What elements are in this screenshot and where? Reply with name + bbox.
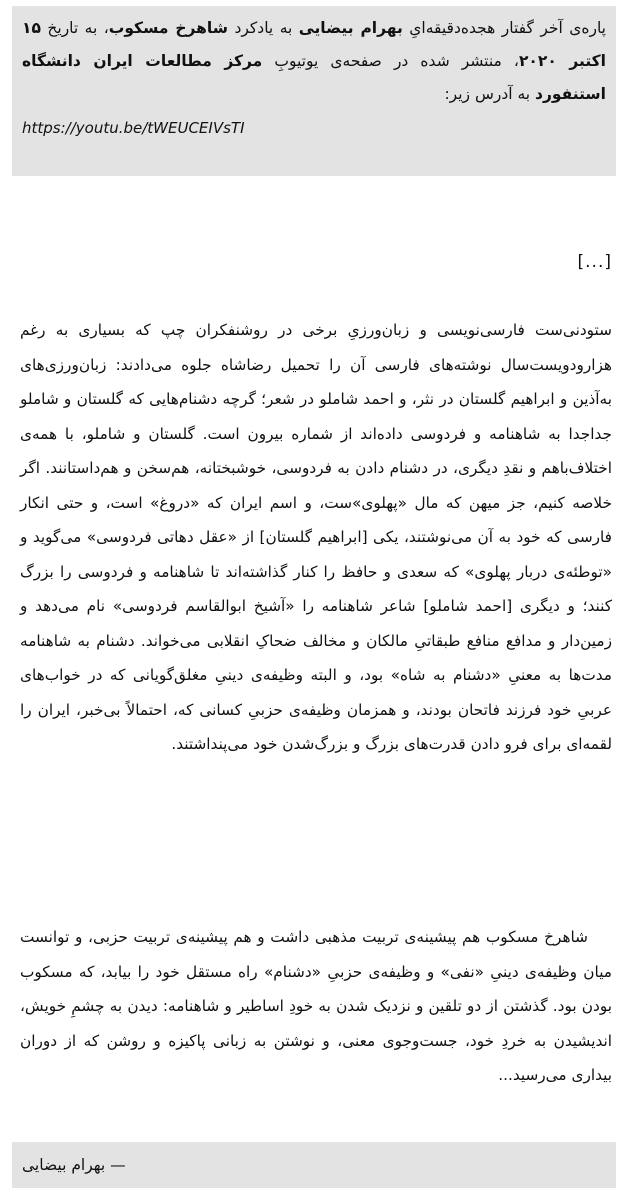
paragraph-1: ستودنی‌ست فارسی‌نویسی و زبان‌ورزیِ برخی در روشنفکران چپ که بسیاری به رغم هزارودویست‌سال نوشته‌های فارسی آن را تحمیل رضاشاه جلوه می‌دادند: زبان‌ورزی‌های به‌آذین و ابراهیم گلستان در نثر، و احمد شاملو در شعر؛ گرچه دشنام‌هایی که گلستان و شاملو جداجدا به شاهنامه و فردوسی داده‌اند از شماره بیرون است. گلستان و شاملو، با همه‌ی اختلاف‌باهم و نقدِ دیگری، در دشنام دادن به فردوسی، خوشبختانه، هم‌سخن و هم‌داستانند. اگر خلاصه کنیم، جز میهن که مال «پهلوی»ست، و اسم ایران که «دروغ» است، و حتی انکار فارسی که خود به آن می‌نوشتند، یکی [ابراهیم گلستان] از «عقل دهاتی فردوسی» می‌گوید و «توطئه‌ی دربار پهلوی» که سعدی و حافظ را کنار گذاشته‌اند تا شاهنامه و فردوسی را بزرگ کنند؛ و دیگری [احمد شاملو] شاعر شاهنامه را «آشیخ ابوالقاسم فردوسی» نام می‌دهد و زمین‌دار و مدافع منافع طبقاتیِ مالکان و مخالف ضحاکِ انقلابی می‌خواند. دشنام به شاهنامه مدت‌ها به معنیِ «دشنام به شاه» بود، و البته وظیفه‌ی دینیِ مغلق‌گویانی که در خواب‌های عربیِ خود فرزند فاتحان بودند، و همزمان وظیفه‌ی حزبیِ کسانی که، احتمالاً بی‌خبر، ایران را لقمه‌ای برای فرو دادن قدرت‌های بزرگ و بزرگ‌شدن خود می‌پنداشتند. xyxy=(20,321,612,754)
intro-text-5: به آدرس زیر: xyxy=(444,85,536,103)
intro-text-4: ، منتشر شده در صفحه‌ی یوتیوبِ xyxy=(262,52,519,70)
intro-box xyxy=(12,6,616,176)
speaker-name: بهرام بیضایی xyxy=(298,19,403,37)
center-name: مرکز مطالعات ایران دانشگاه استنفورد xyxy=(22,52,606,103)
signature: — بهرام بیضایی xyxy=(22,1156,126,1174)
intro-text-3: ، به تاریخ xyxy=(40,19,109,37)
signature-box xyxy=(12,1142,616,1188)
video-link[interactable]: https://youtu.be/tWEUCEIVsTI xyxy=(22,119,245,137)
intro-text-2: به یادکرد xyxy=(228,19,299,37)
intro-text-1: پاره‌ی آخر گفتار هجده‌دقیقه‌ایِ xyxy=(402,19,606,37)
broadcast-date: ۱۵ اکتبر ۲۰۲۰ xyxy=(22,19,606,70)
subject-name: شاهرخ مسکوب xyxy=(108,19,228,37)
paragraph-2: شاهرخ مسکوب هم پیشینه‌ی تربیت مذهبی داشت و هم پیشینه‌ی تربیت حزبی، و توانست میان وظیفه‌ی دینیِ «نفی» و وظیفه‌ی حزبیِ «دشنام» راه مستقل خود را بیابد، که مسکوب بودن بود. گذشتن از دو تلقین و نزدیک شدن به خودِ اساطیر و شاهنامه: دیدن به چشمِ خویش، اندیشیدن به خردِ خود، جست‌وجوی معنی، و نوشتن به زبانی پاکیزه و روشن که از دوران بیداری می‌رسید... xyxy=(20,928,612,1085)
omission-marker: [...] xyxy=(577,252,612,272)
intro-text xyxy=(22,12,606,111)
